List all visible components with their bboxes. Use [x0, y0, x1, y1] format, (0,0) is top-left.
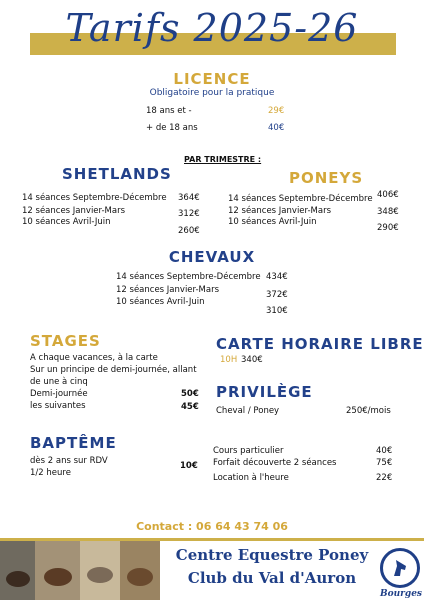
privilege-heading: PRIVILÈGE	[216, 383, 313, 401]
poneys-row-label: 14 séances Septembre-Décembre	[228, 194, 373, 204]
shetlands-row-label: 10 séances Avril-Juin	[22, 217, 111, 227]
licence-row-label: + de 18 ans	[146, 123, 198, 133]
shetlands-row-price: 260€	[178, 226, 200, 236]
carte-hours: 10H	[220, 355, 238, 365]
licence-row-price: 29€	[268, 106, 285, 116]
stages-line: Sur un principe de demi-journée, allant	[30, 365, 197, 375]
shetlands-row-label: 12 séances Janvier-Mars	[22, 206, 126, 216]
logo-text: Bourges	[380, 589, 422, 599]
chevaux-heading: CHEVAUX	[168, 248, 256, 266]
shetlands-row-label: 14 séances Septembre-Décembre	[22, 193, 167, 203]
licence-row-price: 40€	[268, 123, 285, 133]
chevaux-row-price: 372€	[266, 290, 288, 300]
bapteme-price: 10€	[180, 461, 198, 471]
poneys-row-label: 12 séances Janvier-Mars	[228, 206, 332, 216]
stages-line: A chaque vacances, à la carte	[30, 353, 158, 363]
stages-line: de une à cinq	[30, 377, 88, 387]
par-trimestre-label: PAR TRIMESTRE :	[184, 155, 262, 164]
bapteme-line: 1/2 heure	[30, 468, 71, 478]
chevaux-row-price: 434€	[266, 272, 288, 282]
extra-label: Cours particulier	[213, 446, 284, 456]
poneys-heading: PONEYS	[289, 169, 364, 187]
privilege-price: 250€/mois	[346, 406, 391, 416]
extra-label: Forfait découverte 2 séances	[213, 458, 337, 468]
club-name-line1: Centre Equestre Poney	[175, 546, 369, 564]
stages-demi-label: Demi-journée	[30, 389, 88, 399]
chevaux-row-label: 12 séances Janvier-Mars	[116, 285, 220, 295]
contact-phone: Contact : 06 64 43 74 06	[136, 520, 288, 533]
stages-heading: STAGES	[30, 332, 101, 350]
poneys-row-price: 348€	[377, 207, 399, 217]
chevaux-row-label: 14 séances Septembre-Décembre	[116, 272, 261, 282]
poneys-row-price: 290€	[377, 223, 399, 233]
stages-suivantes-price: 45€	[181, 402, 199, 412]
chevaux-row-price: 310€	[266, 306, 288, 316]
carte-heading: CARTE HORAIRE LIBRE	[216, 335, 424, 353]
shetlands-heading: SHETLANDS	[62, 165, 172, 183]
bapteme-line: dès 2 ans sur RDV	[30, 456, 108, 466]
club-logo	[380, 548, 422, 599]
licence-row-label: 18 ans et -	[146, 106, 192, 116]
shetlands-row-price: 312€	[178, 209, 200, 219]
horse-head-icon	[380, 548, 420, 588]
carte-price: 340€	[241, 355, 263, 365]
poneys-row-label: 10 séances Avril-Juin	[228, 217, 317, 227]
shetlands-row-price: 364€	[178, 193, 200, 203]
club-name-line2: Club du Val d'Auron	[187, 569, 357, 587]
stages-demi-price: 50€	[181, 389, 199, 399]
privilege-label: Cheval / Poney	[216, 406, 280, 416]
licence-subtitle: Obligatoire pour la pratique	[149, 88, 275, 98]
poneys-row-price: 406€	[377, 190, 399, 200]
extra-price: 75€	[376, 458, 393, 468]
extra-price: 22€	[376, 473, 393, 483]
extra-price: 40€	[376, 446, 393, 456]
extra-label: Location à l'heure	[213, 473, 289, 483]
bapteme-heading: BAPTÊME	[30, 434, 117, 452]
stages-suivantes-label: les suivantes	[30, 401, 86, 411]
licence-heading: LICENCE	[173, 70, 251, 88]
page-title: Tarifs 2025-26	[65, 6, 359, 50]
footer-photo-collage	[0, 541, 160, 600]
chevaux-row-label: 10 séances Avril-Juin	[116, 297, 205, 307]
